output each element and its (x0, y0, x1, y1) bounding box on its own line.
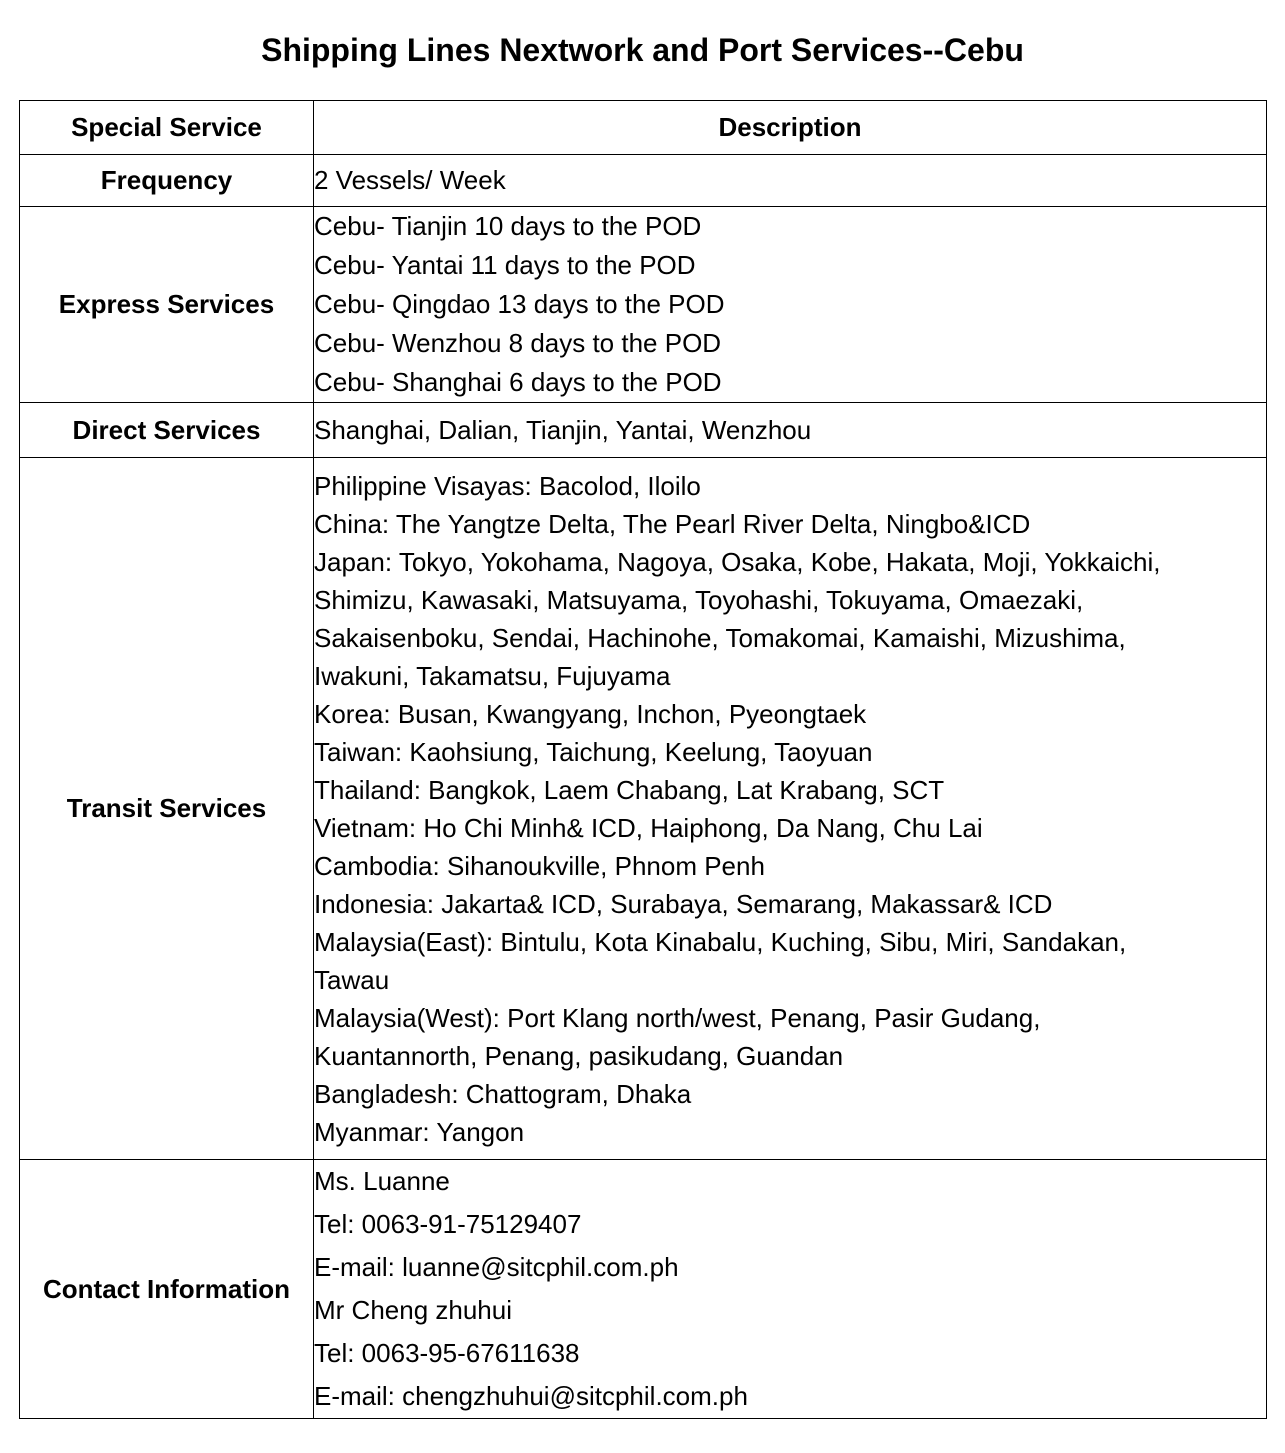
contact-email: E-mail: chengzhuhui@sitcphil.com.ph (314, 1381, 748, 1411)
table-header-row (20, 101, 1267, 155)
contact-email: E-mail: luanne@sitcphil.com.ph (314, 1252, 679, 1282)
header-special-service: Special Service (20, 101, 314, 155)
transit-line: Indonesia: Jakarta& ICD, Surabaya, Semarang, Makassar& ICD (314, 888, 1053, 919)
frequency-line: 2 Vessels/ Week (314, 165, 506, 195)
transit-line: Cambodia: Sihanoukville, Phnom Penh (314, 850, 765, 881)
transit-line: China: The Yangtze Delta, The Pearl River Delta, Ningbo&ICD (314, 508, 1031, 539)
transit-line: Japan: Tokyo, Yokohama, Nagoya, Osaka, Kobe, Hakata, Moji, Yokkaichi, (314, 546, 1161, 577)
row-transit-services (20, 458, 1267, 1160)
frequency-label: Frequency (20, 155, 314, 207)
row-frequency (20, 155, 1267, 207)
contact-phone: Tel: 0063-95-67611638 (314, 1338, 580, 1368)
frequency-description (314, 155, 1267, 207)
transit-line: Tawau (314, 964, 390, 995)
row-direct-services (20, 403, 1267, 458)
transit-line: Malaysia(East): Bintulu, Kota Kinabalu, Kuching, Sibu, Miri, Sandakan, (314, 926, 1127, 957)
transit-services-description (314, 458, 1267, 1160)
transit-line: Iwakuni, Takamatsu, Fujuyama (314, 660, 671, 691)
transit-line: Korea: Busan, Kwangyang, Inchon, Pyeongtaek (314, 698, 867, 729)
transit-line: Philippine Visayas: Bacolod, Iloilo (314, 470, 701, 501)
page-title: Shipping Lines Nextwork and Port Services--Cebu (261, 32, 1024, 68)
transit-line: Vietnam: Ho Chi Minh& ICD, Haiphong, Da Nang, Chu Lai (314, 812, 983, 843)
contact-name: Mr Cheng zhuhui (314, 1295, 512, 1325)
transit-line: Sakaisenboku, Sendai, Hachinohe, Tomakomai, Kamaishi, Mizushima, (314, 622, 1126, 653)
services-table (19, 100, 1267, 1419)
express-services-label: Express Services (20, 207, 314, 403)
express-route: Cebu- Qingdao 13 days to the POD (314, 289, 725, 319)
express-route: Cebu- Shanghai 6 days to the POD (314, 367, 722, 397)
transit-line: Malaysia(West): Port Klang north/west, Penang, Pasir Gudang, (314, 1002, 1041, 1033)
express-route: Cebu- Yantai 11 days to the POD (314, 250, 696, 280)
transit-line: Myanmar: Yangon (314, 1116, 525, 1147)
express-services-description (314, 207, 1267, 403)
transit-line: Kuantannorth, Penang, pasikudang, Guandan (314, 1040, 844, 1071)
direct-ports: Shanghai, Dalian, Tianjin, Yantai, Wenzhou (314, 414, 812, 445)
transit-services-label: Transit Services (20, 458, 314, 1160)
direct-services-label: Direct Services (20, 403, 314, 458)
contact-information-description (314, 1160, 1267, 1419)
express-route: Cebu- Tianjin 10 days to the POD (314, 211, 702, 241)
contact-name: Ms. Luanne (314, 1166, 450, 1196)
express-route: Cebu- Wenzhou 8 days to the POD (314, 328, 722, 358)
contact-phone: Tel: 0063-91-75129407 (314, 1209, 582, 1239)
transit-line: Bangladesh: Chattogram, Dhaka (314, 1078, 692, 1109)
header-description: Description (314, 101, 1267, 155)
transit-line: Thailand: Bangkok, Laem Chabang, Lat Krabang, SCT (314, 774, 945, 805)
row-express-services (20, 207, 1267, 403)
transit-line: Shimizu, Kawasaki, Matsuyama, Toyohashi, Tokuyama, Omaezaki, (314, 584, 1084, 615)
transit-line: Taiwan: Kaohsiung, Taichung, Keelung, Taoyuan (314, 736, 873, 767)
direct-services-description (314, 403, 1267, 458)
contact-information-label: Contact Information (20, 1160, 314, 1419)
row-contact-information (20, 1160, 1267, 1419)
